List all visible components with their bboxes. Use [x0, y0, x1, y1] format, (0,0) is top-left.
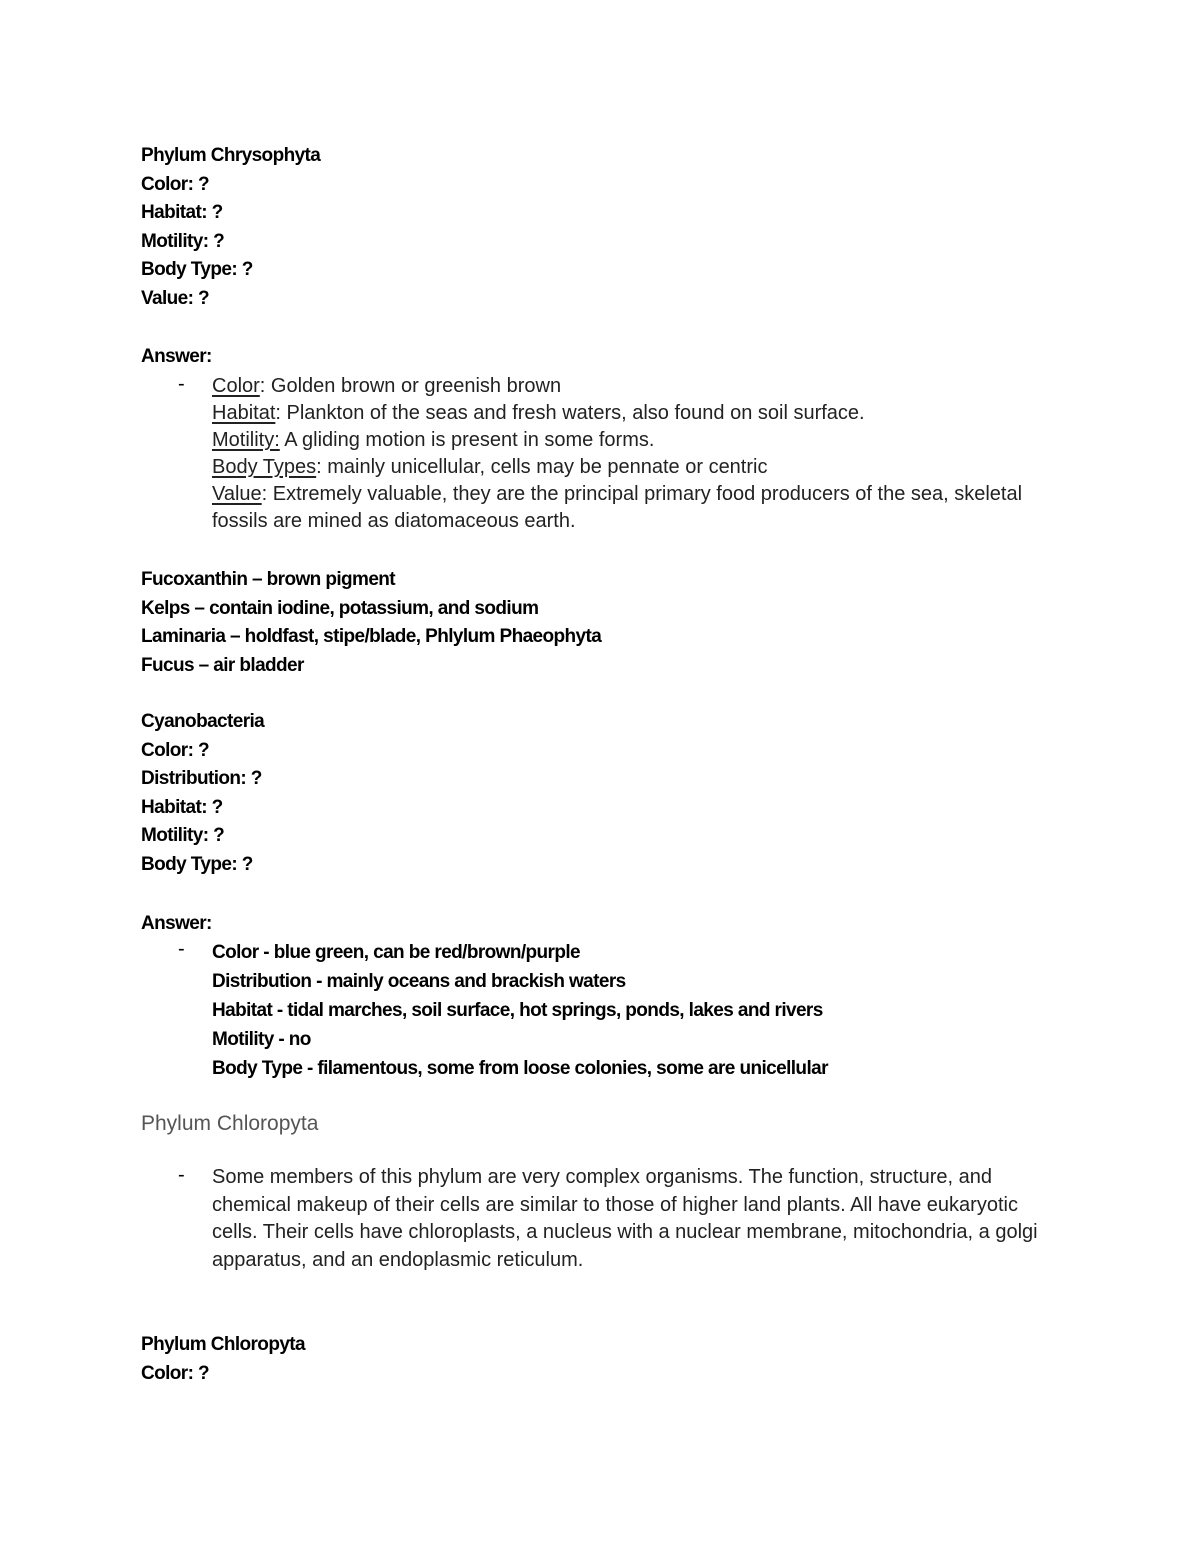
cyanobacteria-field: Body Type: ? [141, 853, 253, 875]
cyanobacteria-field: Color: ? [141, 739, 210, 761]
answer-line: Body Type - filamentous, some from loose colonies, some are unicellular [212, 1058, 828, 1079]
note-line: Kelps – contain iodine, potassium, and sodium [141, 597, 539, 619]
bullet-dash: - [178, 1164, 185, 1186]
bullet-dash: - [178, 373, 185, 395]
chrysophyta-field: Color: ? [141, 173, 210, 195]
chrysophyta-answer-list [141, 373, 1101, 543]
chrysophyta-field: Habitat: ? [141, 202, 223, 223]
answer-line: Motility: A gliding motion is present in some forms. [212, 429, 655, 451]
chloropyta-field: Color: ? [141, 1362, 210, 1384]
cyanobacteria-section [141, 708, 1101, 879]
note-line: Fucus – air bladder [141, 654, 304, 676]
chrysophyta-section [141, 142, 1101, 313]
chloropyta-intro-paragraph: Some members of this phylum are very complex organisms. The function, structure, and chemical makeup of their cells are similar to those of higher land plants. All have eukaryotic cells. Their cells have chloroplasts, a nucleus with a nuclear membrane, mitochondria, a golgi apparatus, and an endoplasmic reticulum. [212, 1166, 1038, 1271]
cyanobacteria-answer-label: Answer: [141, 913, 212, 934]
note-line: Fucoxanthin – brown pigment [141, 569, 396, 590]
chloropyta-intro-heading: Phylum Chloropyta [141, 1112, 319, 1135]
answer-line: Habitat: Plankton of the seas and fresh waters, also found on soil surface. [212, 402, 865, 424]
answer-line: Motility - no [212, 1029, 311, 1050]
cyanobacteria-field: Motility: ? [141, 825, 225, 846]
chrysophyta-field: Body Type: ? [141, 259, 253, 280]
cyanobacteria-answer-list [141, 938, 1101, 1088]
answer-line: Color: Golden brown or greenish brown [212, 375, 562, 397]
cyanobacteria-answer-block [212, 938, 1092, 1083]
answer-line: Habitat - tidal marches, soil surface, hot springs, ponds, lakes and rivers [212, 1000, 823, 1021]
chloropyta-title: Phylum Chloropyta [141, 1334, 305, 1355]
chrysophyta-answer-block [212, 373, 1092, 535]
answer-line: Color - blue green, can be red/brown/purple [212, 942, 580, 963]
answer-line: Distribution - mainly oceans and brackish waters [212, 971, 626, 992]
answer-line: Body Types: mainly unicellular, cells may be pennate or centric [212, 456, 768, 478]
cyanobacteria-title: Cyanobacteria [141, 711, 265, 732]
chloropyta-section [141, 1331, 1101, 1388]
cyanobacteria-field: Habitat: ? [141, 796, 223, 818]
chrysophyta-field: Motility: ? [141, 230, 225, 252]
note-line: Laminaria – holdfast, stipe/blade, Phlylum Phaeophyta [141, 626, 602, 647]
chrysophyta-answer-label: Answer: [141, 346, 212, 367]
cyanobacteria-field: Distribution: ? [141, 768, 262, 789]
chloropyta-intro-list [141, 1164, 1101, 1304]
chrysophyta-field: Value: ? [141, 287, 210, 309]
notes-section [141, 566, 1101, 680]
chrysophyta-title: Phylum Chrysophyta [141, 145, 321, 166]
answer-line: Value: Extremely valuable, they are the principal primary food producers of the sea, skeletal fossils are mined as diatomaceous earth. [212, 483, 1023, 532]
bullet-dash: - [178, 938, 185, 960]
